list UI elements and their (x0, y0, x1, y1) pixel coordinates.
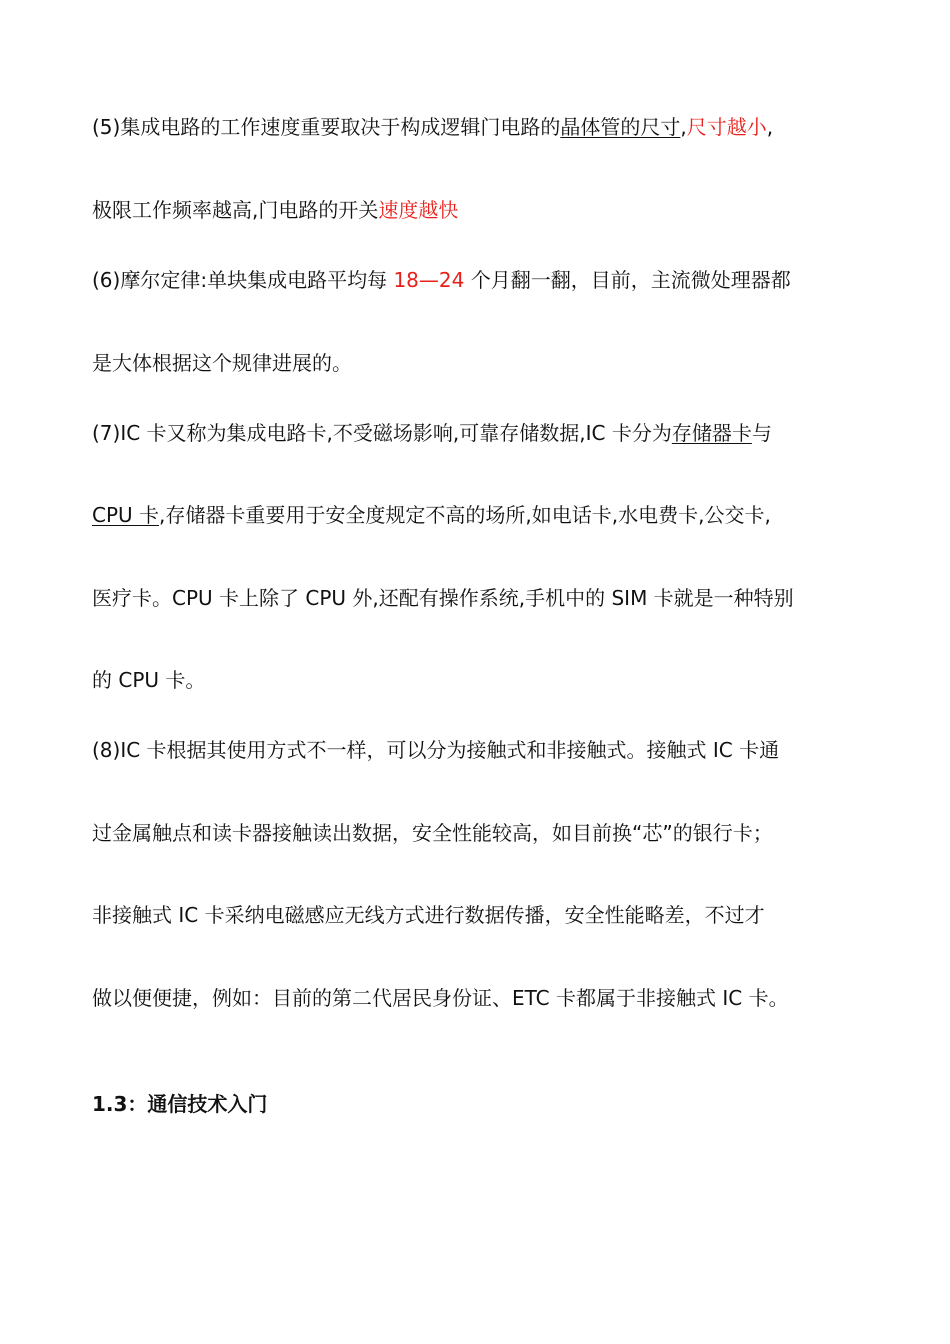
text-run: , (766, 115, 774, 139)
paragraph-6-line-2 (92, 350, 872, 376)
text-run: 过金属触点和读卡器接触读出数据，安全性能较高，如目前换“芯”的银行卡； (92, 821, 773, 845)
text-run: 与 (751, 421, 772, 445)
underlined-term: CPU 卡 (92, 503, 160, 527)
text-run: 的 CPU 卡。 (92, 668, 206, 692)
underlined-term: 晶体管的尺寸 (560, 115, 681, 139)
text-run: , (680, 115, 687, 139)
paragraph-7-line-3 (92, 585, 872, 611)
text-run: (8)IC 卡根据其使用方式不一样，可以分为接触式和非接触式。接触式 IC 卡通 (92, 738, 780, 762)
paragraph-7-line-1 (92, 420, 872, 446)
paragraph-8-line-4 (92, 985, 872, 1011)
text-run: 医疗卡。CPU 卡上除了 CPU 外,还配有操作系统,手机中的 SIM 卡就是一种特别 (92, 586, 794, 610)
text-run: 非接触式 IC 卡采纳电磁感应无线方式进行数据传播，安全性能略差，不过才 (92, 903, 765, 927)
section-heading: 1.3：通信技术入门 (92, 1092, 268, 1116)
text-run: 是大体根据这个规律进展的。 (92, 351, 352, 375)
paragraph-5-line-2 (92, 197, 872, 223)
paragraph-8-line-1 (92, 737, 872, 763)
text-run: (5)集成电路的工作速度重要取决于构成逻辑门电路的 (92, 115, 561, 139)
text-run: 极限工作频率越高,门电路的开关 (92, 198, 379, 222)
paragraph-7-line-4 (92, 667, 872, 693)
text-run: (7)IC 卡又称为集成电路卡,不受磁场影响,可靠存储数据,IC 卡分为 (92, 421, 672, 445)
text-run: 个月翻一翻，目前，主流微处理器都 (464, 268, 791, 292)
paragraph-7-line-2 (92, 502, 872, 528)
text-run: (6)摩尔定律:单块集成电路平均每 (92, 268, 394, 292)
text-run: 做以便便捷，例如：目前的第二代居民身份证、ETC 卡都属于非接触式 IC 卡。 (92, 986, 789, 1010)
paragraph-5-line-1 (92, 114, 872, 140)
text-run: ,存储器卡重要用于安全度规定不高的场所,如电话卡,水电费卡,公交卡, (159, 503, 771, 527)
red-highlight: 尺寸越小 (686, 115, 767, 139)
paragraph-8-line-2 (92, 820, 872, 846)
paragraph-6-line-1 (92, 267, 872, 293)
red-highlight: 速度越快 (378, 198, 459, 222)
paragraph-8-line-3 (92, 902, 872, 928)
red-highlight: 18—24 (393, 268, 465, 292)
underlined-term: 存储器卡 (671, 421, 752, 445)
